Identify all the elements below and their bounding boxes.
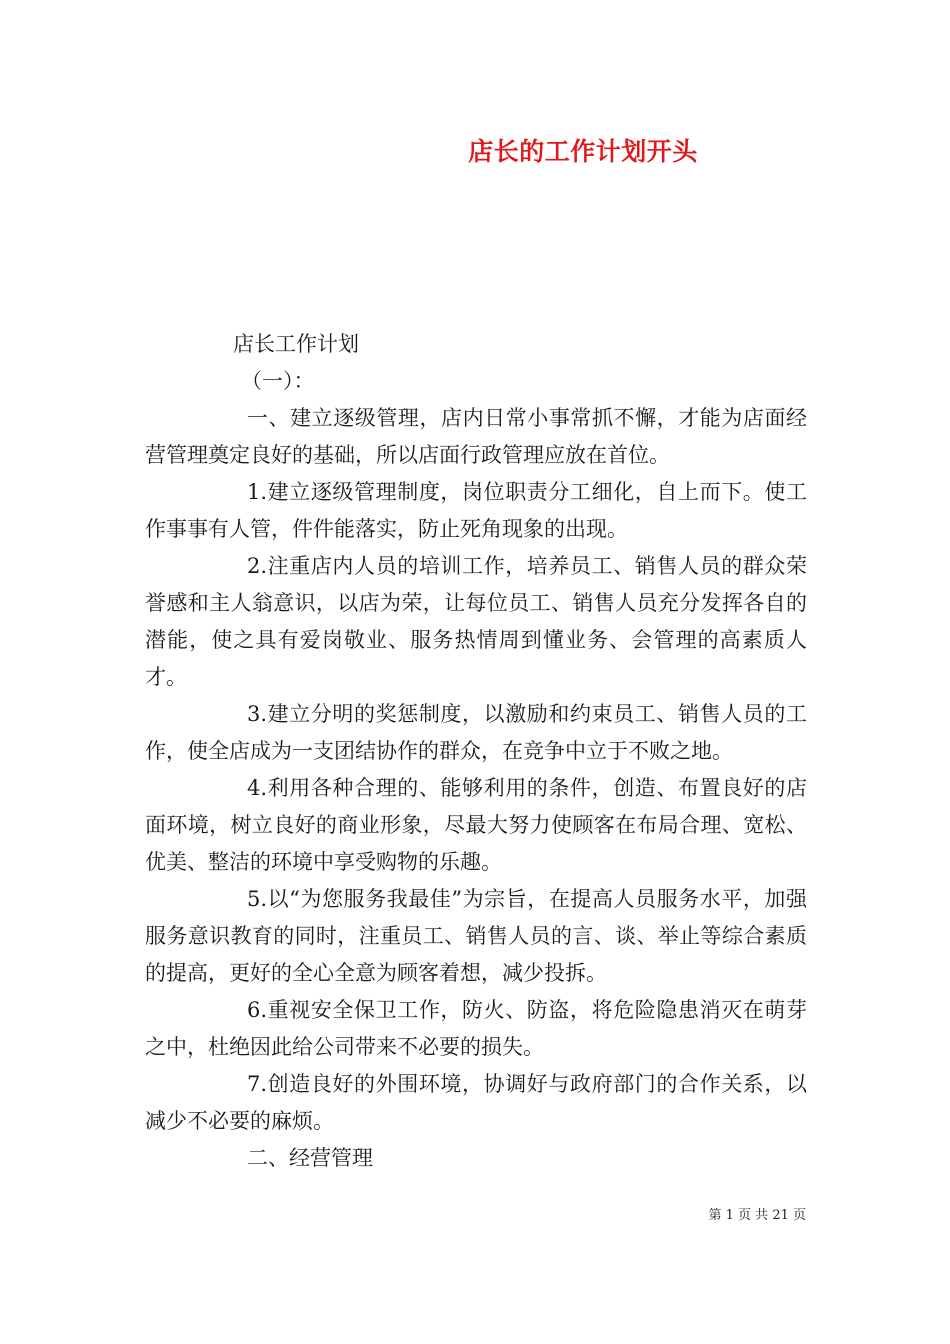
paragraph-2: 1.建立逐级管理制度，岗位职责分工细化，自上而下。使工作事事有人管，件件能落实，防止死角现象的出现。 (145, 480, 807, 541)
section-subheading: （一）： (241, 369, 315, 393)
paragraph-4: 3.建立分明的奖惩制度，以激励和约束员工、销售人员的工作，使全店成为一支团结协作的群众，在竞争中立于不败之地。 (145, 702, 807, 763)
page-footer: 第 1 页 共 21 页 (708, 1208, 806, 1223)
paragraph-3: 2.注重店内人员的培训工作，培养员工、销售人员的群众荣誉感和主人翁意识，以店为荣，让每位员工、销售人员充分发挥各自的潜能，使之具有爱岗敬业、服务热情周到懂业务、会管理的高素质人才。 (145, 554, 807, 689)
paragraph-8: 7.创造良好的外围环境，协调好与政府部门的合作关系，以减少不必要的麻烦。 (145, 1072, 807, 1133)
paragraph-9: 二、经营管理 (247, 1146, 373, 1170)
paragraph-5: 4.利用各种合理的、能够利用的条件，创造、布置良好的店面环境，树立良好的商业形象，尽最大努力使顾客在布局合理、宽松、优美、整洁的环境中享受购物的乐趣。 (145, 776, 807, 874)
section-heading: 店长工作计划 (233, 332, 359, 356)
paragraph-7: 6.重视安全保卫工作，防火、防盗，将危险隐患消灭在萌芽之中，杜绝因此给公司带来不必要的损失。 (145, 998, 807, 1059)
document-body (145, 326, 807, 1177)
paragraph-1: 一、建立逐级管理，店内日常小事常抓不懈，才能为店面经营管理奠定良好的基础，所以店面行政管理应放在首位。 (145, 406, 807, 467)
document-title: 店长的工作计划开头 (468, 137, 698, 166)
paragraph-6: 5.以“为您服务我最佳”为宗旨，在提高人员服务水平，加强服务意识教育的同时，注重员工、销售人员的言、谈、举止等综合素质的提高，更好的全心全意为顾客着想，减少投拆。 (145, 887, 807, 985)
